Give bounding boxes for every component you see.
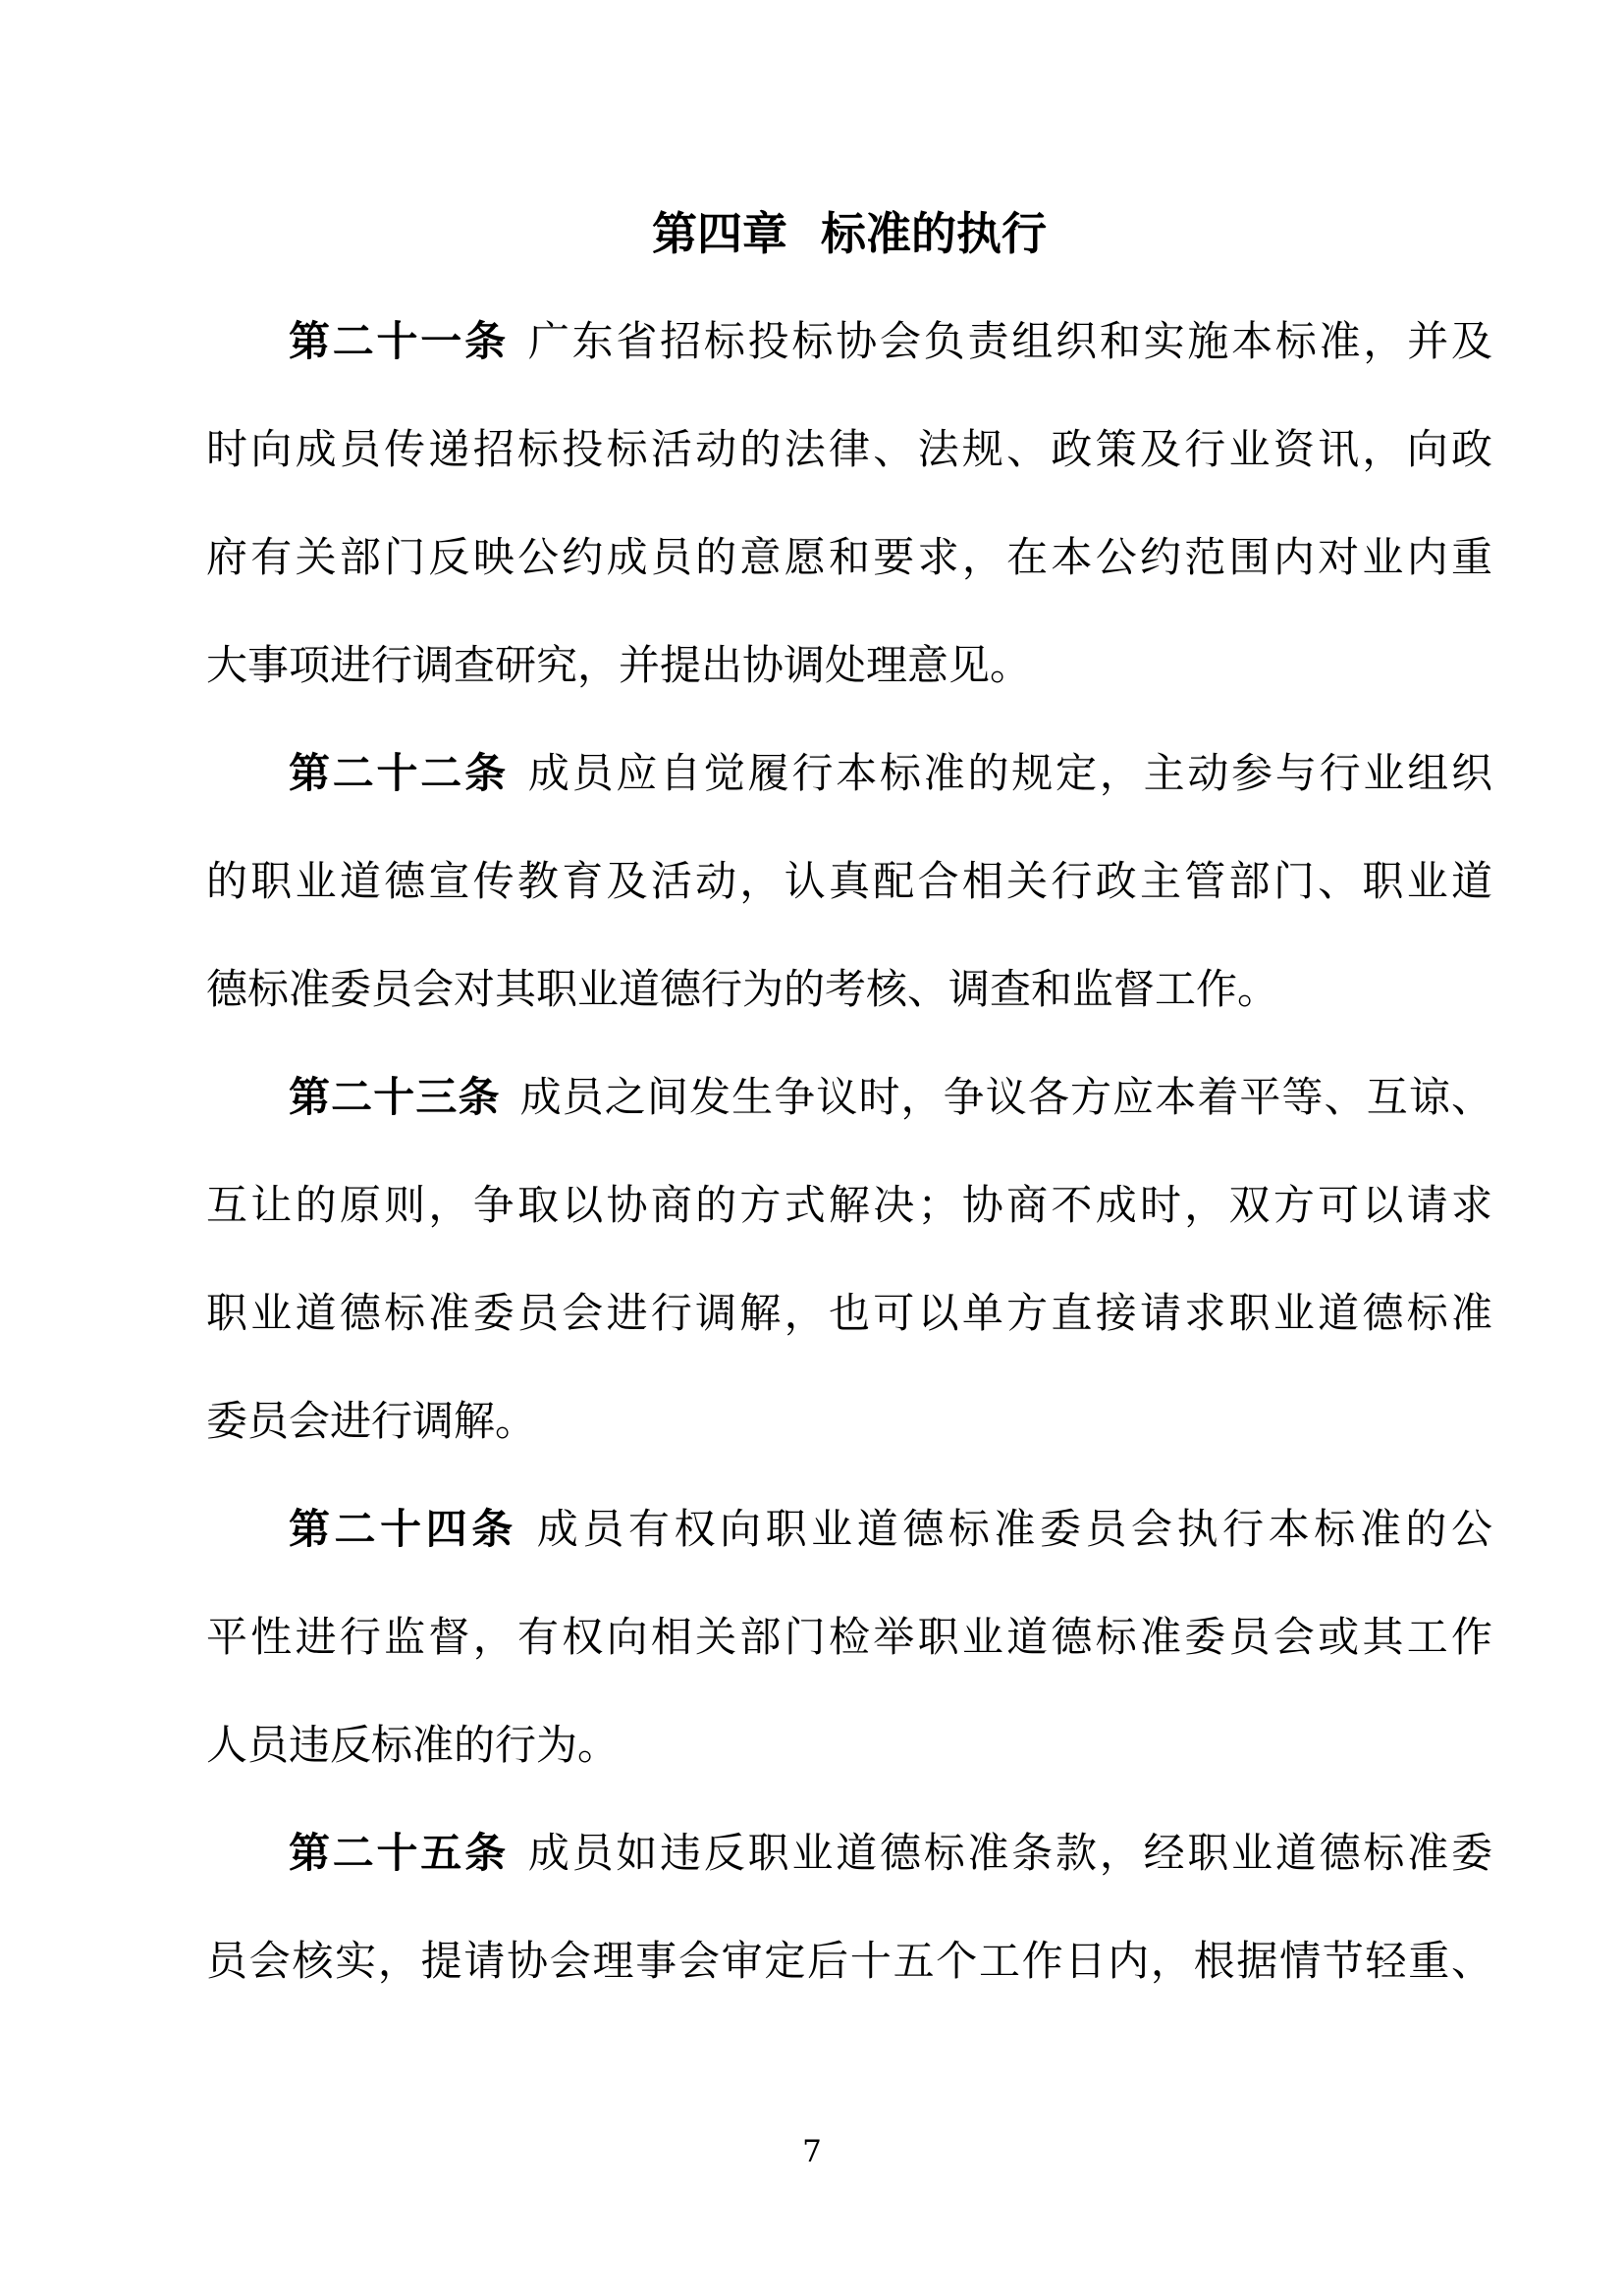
article-1-line-3 <box>206 504 1492 612</box>
article-number-label: 第二十一条 <box>289 317 509 365</box>
document-body <box>206 288 1492 2015</box>
article-line-text: 德标准委员会对其职业道德行为的考核、调查和监督工作。 <box>206 965 1279 1013</box>
article-line-text: 人员违反标准的行为。 <box>206 1721 620 1769</box>
article-number-label: 第二十三条 <box>289 1073 501 1121</box>
article-number-label: 第二十四条 <box>289 1505 517 1553</box>
article-3-line-4 <box>206 1367 1492 1475</box>
article-line-text: 职业道德标准委员会进行调解，也可以单方直接请求职业道德标准 <box>206 1289 1492 1337</box>
article-1-line-1 <box>206 288 1492 396</box>
article-line-text: 大事项进行调查研究，并提出协调处理意见。 <box>206 641 1032 689</box>
article-3-line-1 <box>206 1043 1492 1151</box>
article-1-line-4 <box>206 612 1492 720</box>
article-3-line-2 <box>206 1151 1492 1259</box>
article-number-label: 第二十二条 <box>289 749 509 797</box>
article-line-text: 时向成员传递招标投标活动的法律、法规、政策及行业资讯，向政 <box>206 425 1492 473</box>
article-line-text: 广东省招标投标协会负责组织和实施本标准，并及 <box>527 317 1492 365</box>
article-number-label: 第二十五条 <box>289 1829 509 1877</box>
article-4-line-1 <box>206 1475 1492 1583</box>
article-3-line-3 <box>206 1259 1492 1367</box>
article-5-line-2 <box>206 1907 1492 2015</box>
article-5-line-1 <box>206 1799 1492 1907</box>
article-line-text: 的职业道德宣传教育及活动，认真配合相关行政主管部门、职业道 <box>206 857 1492 905</box>
article-2-line-3 <box>206 935 1492 1043</box>
article-line-text: 委员会进行调解。 <box>206 1397 537 1445</box>
page-number: 7 <box>802 2134 822 2169</box>
article-2-line-1 <box>206 720 1492 828</box>
article-4-line-3 <box>206 1691 1492 1799</box>
article-line-text: 员会核实，提请协会理事会审定后十五个工作日内，根据情节轻重、 <box>206 1937 1492 1985</box>
article-2-line-2 <box>206 828 1492 935</box>
article-line-text: 平性进行监督，有权向相关部门检举职业道德标准委员会或其工作 <box>206 1613 1492 1661</box>
chapter-heading: 第四章 标准的执行 <box>651 207 1047 260</box>
article-1-line-2 <box>206 396 1492 504</box>
article-line-text: 成员之间发生争议时，争议各方应本着平等、互谅、 <box>519 1073 1492 1121</box>
article-line-text: 成员应自觉履行本标准的规定，主动参与行业组织 <box>527 749 1492 797</box>
page-content <box>206 180 1492 2015</box>
article-line-text: 互让的原则，争取以协商的方式解决；协商不成时，双方可以请求 <box>206 1181 1492 1229</box>
article-4-line-2 <box>206 1583 1492 1691</box>
article-line-text: 府有关部门反映公约成员的意愿和要求，在本公约范围内对业内重 <box>206 533 1492 581</box>
article-line-text: 成员有权向职业道德标准委员会执行本标准的公 <box>536 1505 1492 1553</box>
article-line-text: 成员如违反职业道德标准条款，经职业道德标准委 <box>527 1829 1492 1877</box>
